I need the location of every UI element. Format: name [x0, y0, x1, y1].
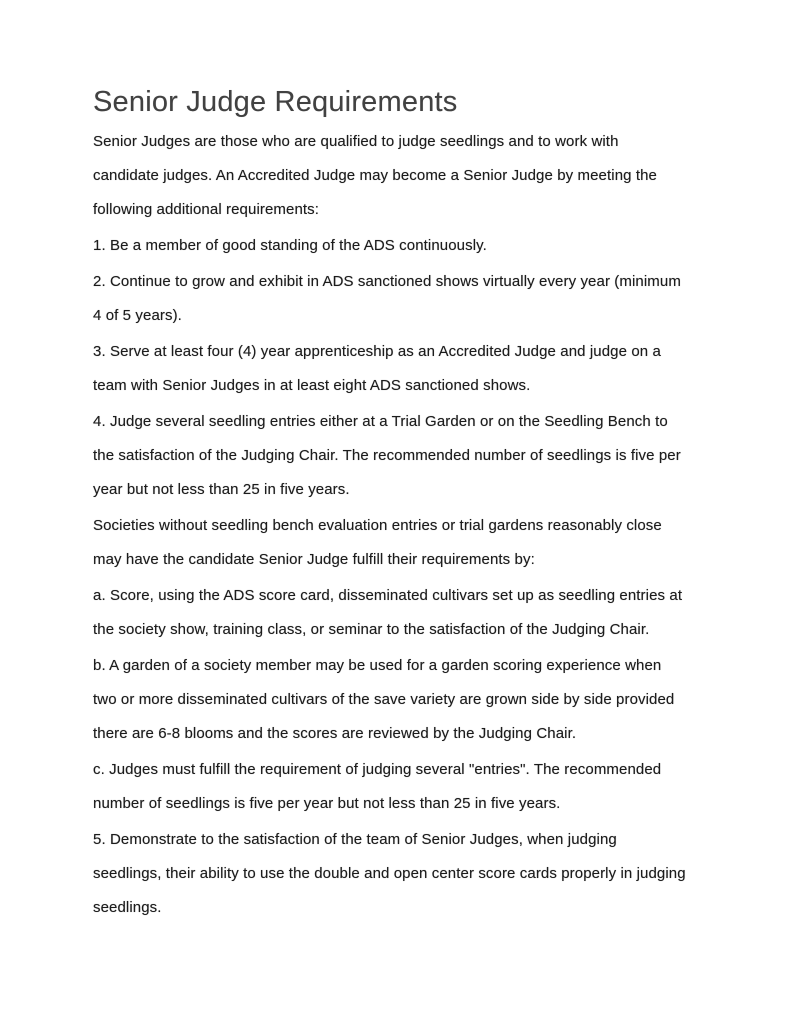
text-line: 4 of 5 years).	[93, 307, 182, 324]
text-line: two or more disseminated cultivars of the save variety are grown side by side provided	[93, 691, 675, 708]
text-line: may have the candidate Senior Judge fulfill their requirements by:	[93, 551, 535, 568]
text-line: 3. Serve at least four (4) year apprenticeship as an Accredited Judge and judge on a	[93, 343, 661, 360]
text-line: Senior Judges are those who are qualified to judge seedlings and to work with	[93, 133, 619, 150]
text-line: c. Judges must fulfill the requirement of judging several "entries". The recommended	[93, 761, 662, 778]
text-line: a. Score, using the ADS score card, disseminated cultivars set up as seedling entries at	[93, 587, 683, 604]
page-title: Senior Judge Requirements	[93, 86, 458, 118]
requirement-3	[93, 335, 703, 403]
text-line: seedlings.	[93, 899, 162, 916]
requirement-c	[93, 753, 703, 821]
requirement-4	[93, 405, 703, 507]
text-line: seedlings, their ability to use the double and open center score cards properly in judging	[93, 865, 686, 882]
paragraph-intro	[93, 125, 703, 227]
text-line: 2. Continue to grow and exhibit in ADS sanctioned shows virtually every year (minimum	[93, 273, 681, 290]
requirement-b	[93, 649, 703, 751]
paragraph-alternatives-intro	[93, 509, 703, 577]
requirement-2	[93, 265, 703, 333]
requirement-a	[93, 579, 703, 647]
text-line: candidate judges. An Accredited Judge may become a Senior Judge by meeting the	[93, 167, 657, 184]
text-line: the society show, training class, or seminar to the satisfaction of the Judging Chair.	[93, 621, 650, 638]
text-line: the satisfaction of the Judging Chair. The recommended number of seedlings is five per	[93, 447, 681, 464]
text-line: number of seedlings is five per year but not less than 25 in five years.	[93, 795, 561, 812]
text-line: Societies without seedling bench evaluation entries or trial gardens reasonably close	[93, 517, 662, 534]
requirement-5	[93, 823, 703, 925]
text-line: 5. Demonstrate to the satisfaction of the team of Senior Judges, when judging	[93, 831, 617, 848]
text-line: 4. Judge several seedling entries either at a Trial Garden or on the Seedling Bench to	[93, 413, 668, 430]
requirement-1	[93, 229, 703, 263]
text-line: team with Senior Judges in at least eight ADS sanctioned shows.	[93, 377, 531, 394]
text-line: there are 6-8 blooms and the scores are reviewed by the Judging Chair.	[93, 725, 577, 742]
text-line: year but not less than 25 in five years.	[93, 481, 350, 498]
text-line: 1. Be a member of good standing of the ADS continuously.	[93, 237, 487, 254]
text-line: following additional requirements:	[93, 201, 320, 218]
text-line: b. A garden of a society member may be used for a garden scoring experience when	[93, 657, 662, 674]
